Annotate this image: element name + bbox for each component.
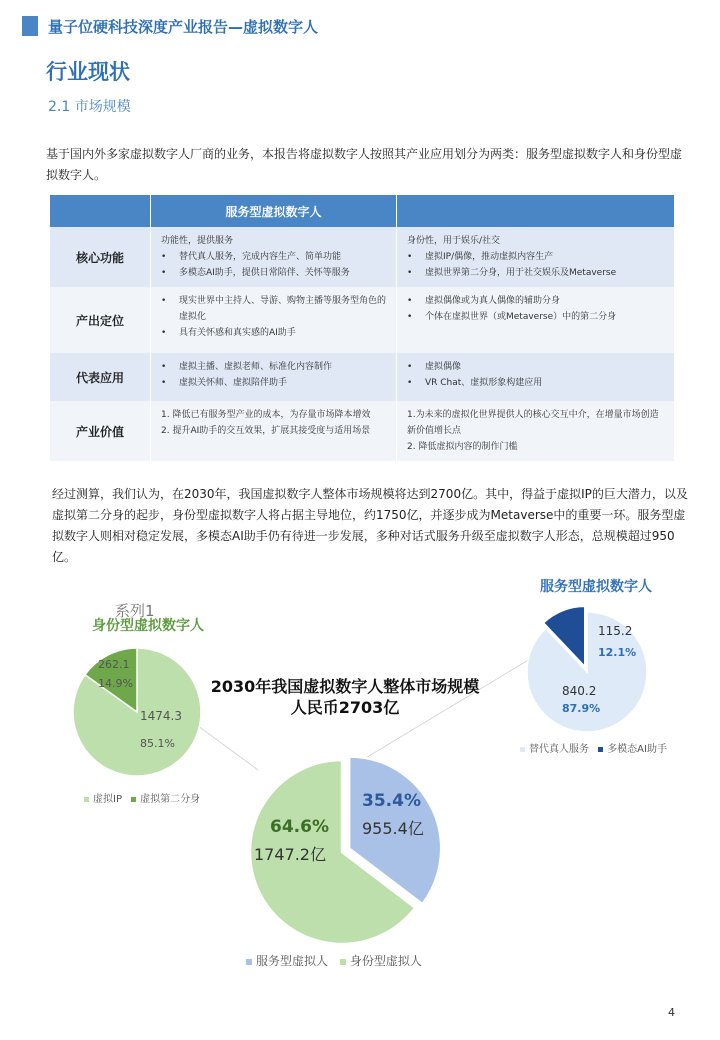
legend-label-service-type: 服务型虚拟人 xyxy=(256,954,329,968)
main-chart-title-line-2: 人民币2703亿 xyxy=(290,698,400,717)
pie-percent-label: 12.1% xyxy=(598,646,637,659)
cell-bullet-item: • 虚拟IP/偶像，推动虚拟内容生产 xyxy=(407,249,664,265)
cell-bullet-item: • 具有关怀感和真实感的AI助手 xyxy=(161,325,386,341)
cell-bullet-list xyxy=(161,249,386,281)
comparison-table xyxy=(50,195,674,461)
pie-value-label: 262.1 xyxy=(98,658,130,671)
total-market-pie xyxy=(250,756,441,944)
section-subtitle: 2.1 市场规模 xyxy=(48,99,131,115)
pie-percent-label: 85.1% xyxy=(140,737,175,750)
pie-value-label: 1474.3 xyxy=(140,709,182,723)
main-chart-legend xyxy=(246,952,422,969)
report-header-title: 量子位硬科技深度产业报告—虚拟数字人 xyxy=(48,18,319,36)
table-cell-service xyxy=(151,401,397,461)
pie-value-label: 840.2 xyxy=(562,684,597,698)
market-charts xyxy=(0,560,720,960)
pie-value-label: 955.4亿 xyxy=(362,819,424,838)
table-cell-identity xyxy=(397,353,675,401)
cell-lead-text: 身份性，用于娱乐/社交 xyxy=(407,236,501,246)
main-chart-title xyxy=(175,676,515,718)
service-pie xyxy=(527,606,647,732)
legend-label-human-replacement: 替代真人服务 xyxy=(529,744,589,755)
cell-bullet-list xyxy=(407,249,664,281)
cell-bullet-item: • 多模态AI助手，提供日常陪伴、关怀等服务 xyxy=(161,265,386,281)
table-header-corner xyxy=(50,195,151,227)
pie-value-label: 115.2 xyxy=(598,624,633,638)
table-header-identity xyxy=(397,195,675,227)
pie-percent-label: 14.9% xyxy=(98,677,133,690)
cell-bullet-list xyxy=(407,359,664,391)
table-header-service: 服务型虚拟数字人 xyxy=(151,195,397,227)
header-marker xyxy=(22,16,38,36)
table-cell-service xyxy=(151,353,397,401)
cell-bullet-item: • 虚拟偶像 xyxy=(407,359,664,375)
legend-swatch-human-replacement xyxy=(520,747,525,752)
cell-numbered-line: 2. 提升AI助手的交互效果，扩展其接受度与适用场景 xyxy=(161,426,371,436)
table-row xyxy=(50,401,674,461)
cell-bullet-item: • VR Chat、虚拟形象构建应用 xyxy=(407,375,664,391)
main-chart-title-line-1: 2030年我国虚拟数字人整体市场规模 xyxy=(210,677,480,696)
legend-label-second-avatar: 虚拟第二分身 xyxy=(140,794,201,805)
cell-bullet-item: • 现实世界中主持人、导游、购物主播等服务型角色的虚拟化 xyxy=(161,293,386,325)
cell-bullet-item: • 替代真人服务，完成内容生产、简单功能 xyxy=(161,249,386,265)
cell-bullet-item: • 虚拟偶像或为真人偶像的辅助分身 xyxy=(407,293,664,309)
legend-swatch-service-type xyxy=(246,959,252,965)
section-title: 行业现状 xyxy=(46,60,130,84)
table-cell-identity xyxy=(397,401,675,461)
market-size-paragraph: 经过测算，我们认为，在2030年，我国虚拟数字人整体市场规模将达到2700亿。其中，得益于虚拟IP的巨大潜力，以及虚拟第二分身的起步，身份型虚拟数字人将占据主导地位，约1750亿，并逐步成为Metaverse中的重要一环。服务型虚拟数字人则相对稳定发展，多模态AI助手仍有待进一步发展，多种对话式服务升级至虚拟数字人形态，总规模超过950亿。 xyxy=(52,487,688,564)
intro-paragraph: 基于国内外多家虚拟数字人厂商的业务，本报告将虚拟数字人按照其产业应用划分为两类：服务型虚拟数字人和身份型虚拟数字人。 xyxy=(46,147,683,182)
left-chart-legend xyxy=(84,790,200,805)
pie-value-label: 1747.2亿 xyxy=(254,845,326,864)
right-chart-legend xyxy=(520,740,667,755)
cell-bullet-item: • 虚拟关怀师、虚拟陪伴助手 xyxy=(161,375,386,391)
table-cell-identity xyxy=(397,227,675,287)
pie-percent-label: 64.6% xyxy=(270,817,329,837)
legend-swatch-multimodal-ai xyxy=(598,747,603,752)
table-header-row xyxy=(50,195,674,227)
page-number: 4 xyxy=(668,1006,675,1019)
table-cell-service xyxy=(151,227,397,287)
legend-label-identity-type: 身份型虚拟人 xyxy=(349,954,422,968)
legend-label-virtual-ip: 虚拟IP xyxy=(93,794,122,805)
cell-numbered-line: 1. 降低已有服务型产业的成本，为存量市场降本增效 xyxy=(161,410,371,420)
left-chart-title: 身份型虚拟数字人 xyxy=(92,618,204,634)
legend-swatch-virtual-ip xyxy=(84,797,89,802)
cell-bullet-item: • 个体在虚拟世界（或Metaverse）中的第二分身 xyxy=(407,309,664,325)
table-row-label: 产出定位 xyxy=(50,287,151,353)
cell-bullet-list xyxy=(161,359,386,391)
cell-numbered-line: 1.为未来的虚拟化世界提供人的核心交互中介，在增量市场创造新价值增长点 xyxy=(407,410,659,436)
table-row-label: 核心功能 xyxy=(50,227,151,287)
cell-bullet-item: • 虚拟主播、虚拟老师、标准化内容制作 xyxy=(161,359,386,375)
table-row xyxy=(50,287,674,353)
cell-bullet-item: • 虚拟世界第二分身，用于社交娱乐及Metaverse xyxy=(407,265,664,281)
pie-percent-label: 87.9% xyxy=(562,702,601,715)
table-row xyxy=(50,227,674,287)
table-row-label: 产业价值 xyxy=(50,401,151,461)
table-cell-identity xyxy=(397,287,675,353)
table-cell-service xyxy=(151,287,397,353)
table-row-label: 代表应用 xyxy=(50,353,151,401)
legend-swatch-second-avatar xyxy=(131,797,136,802)
right-chart-title: 服务型虚拟数字人 xyxy=(540,579,652,595)
cell-numbered-line: 2. 降低虚拟内容的制作门槛 xyxy=(407,442,518,452)
cell-bullet-list xyxy=(407,293,664,325)
legend-swatch-identity-type xyxy=(340,959,346,965)
cell-bullet-list xyxy=(161,293,386,341)
pie-percent-label: 35.4% xyxy=(362,791,421,811)
cell-lead-text: 功能性，提供服务 xyxy=(161,236,234,246)
table-row xyxy=(50,353,674,401)
left-chart-series-label: 系列1 xyxy=(115,602,155,620)
legend-label-multimodal-ai: 多模态AI助手 xyxy=(607,744,667,755)
